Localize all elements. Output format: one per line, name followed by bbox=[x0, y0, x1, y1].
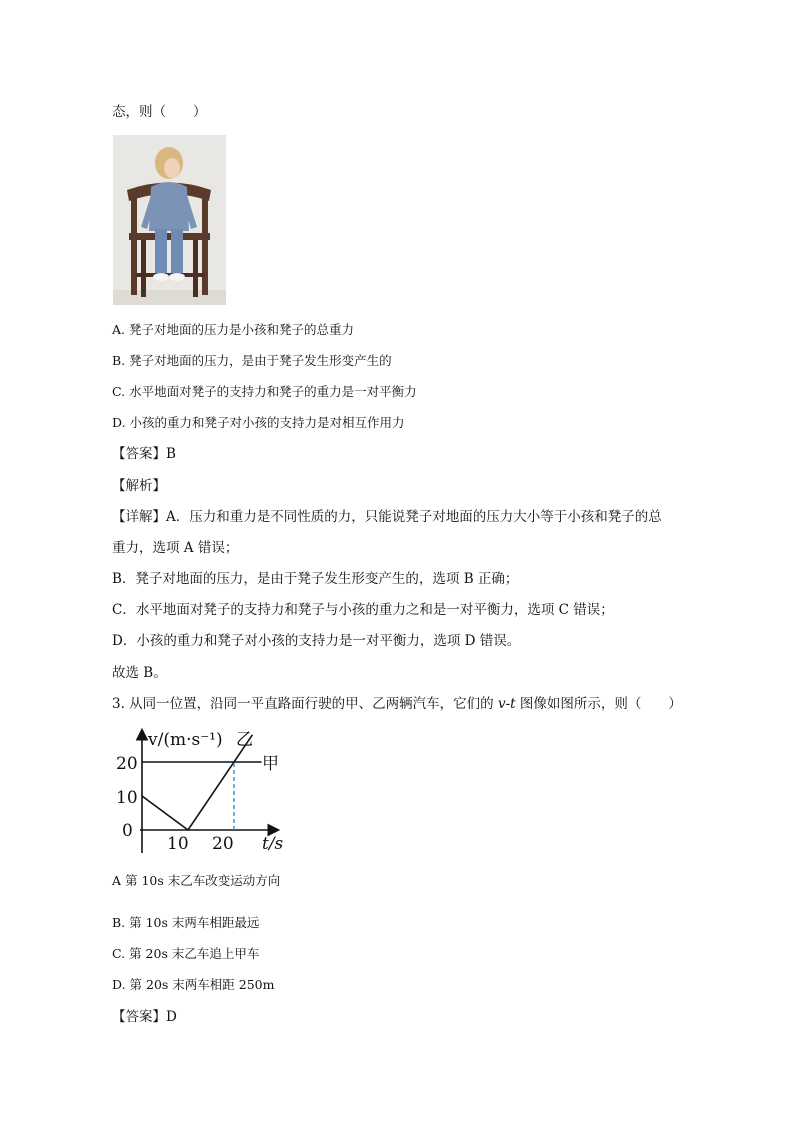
q2-answer-label: 【答案】 bbox=[112, 446, 166, 462]
q2-conclusion: 故选 B。 bbox=[112, 665, 167, 681]
q3-option-d: D. 第 20s 末两车相距 250m bbox=[112, 977, 275, 992]
y-axis-label: v/(m·s⁻¹) bbox=[148, 730, 223, 750]
q3-answer bbox=[112, 1008, 177, 1026]
series-label-jia: 甲 bbox=[262, 754, 279, 774]
q3-answer-value: D bbox=[166, 1009, 177, 1025]
q2-detail-line-5: D．小孩的重力和凳子对小孩的支持力是一对平衡力，选项 D 错误。 bbox=[112, 633, 521, 649]
x-tick-10: 10 bbox=[167, 834, 189, 854]
x-tick-20: 20 bbox=[212, 834, 234, 854]
q2-detail-line-3: B．凳子对地面的压力，是由于凳子发生形变产生的，选项 B 正确； bbox=[112, 571, 519, 587]
x-axis-label: t/s bbox=[262, 834, 284, 854]
q3-option-c: C. 第 20s 末乙车追上甲车 bbox=[112, 946, 260, 961]
y-tick-0: 0 bbox=[122, 821, 133, 841]
q2-detail-line-1 bbox=[112, 508, 662, 526]
q3-stem-suffix: 图像如图所示，则（ ） bbox=[515, 696, 682, 712]
q2-option-c: C. 水平地面对凳子的支持力和凳子的重力是一对平衡力 bbox=[112, 384, 417, 399]
vt-graph bbox=[112, 725, 292, 855]
q2-detail-text-1: A．压力和重力是不同性质的力，只能说凳子对地面的压力大小等于小孩和凳子的总 bbox=[166, 509, 662, 525]
q2-detail-label: 【详解】 bbox=[112, 509, 166, 525]
q2-option-d: D. 小孩的重力和凳子对小孩的支持力是对相互作用力 bbox=[112, 415, 405, 430]
q3-stem-prefix: 3. 从同一位置，沿同一平直路面行驶的甲、乙两辆汽车，它们的 bbox=[112, 696, 498, 712]
question2-stem-tail: 态，则（ ） bbox=[112, 104, 207, 120]
q3-option-a: A 第 10s 末乙车改变运动方向 bbox=[112, 873, 281, 888]
question3-stem bbox=[112, 695, 682, 713]
q2-detail-line-4: C．水平地面对凳子的支持力和凳子与小孩的重力之和是一对平衡力，选项 C 错误； bbox=[112, 602, 614, 618]
series-label-yi: 乙 bbox=[236, 730, 253, 750]
y-tick-20: 20 bbox=[116, 754, 138, 774]
q2-option-a: A. 凳子对地面的压力是小孩和凳子的总重力 bbox=[112, 322, 354, 337]
q3-option-b: B. 第 10s 末两车相距最远 bbox=[112, 915, 260, 930]
q2-detail-line-2: 重力，选项 A 错误； bbox=[112, 540, 239, 556]
q2-analysis-label: 【解析】 bbox=[112, 478, 166, 494]
y-tick-10: 10 bbox=[116, 788, 138, 808]
q2-answer bbox=[112, 445, 176, 463]
child-on-chair-photo bbox=[113, 135, 226, 305]
q2-option-b: B. 凳子对地面的压力，是由于凳子发生形变产生的 bbox=[112, 353, 392, 368]
q2-answer-value: B bbox=[166, 446, 176, 462]
q3-stem-vt: v-t bbox=[497, 696, 516, 712]
q3-answer-label: 【答案】 bbox=[112, 1009, 166, 1025]
